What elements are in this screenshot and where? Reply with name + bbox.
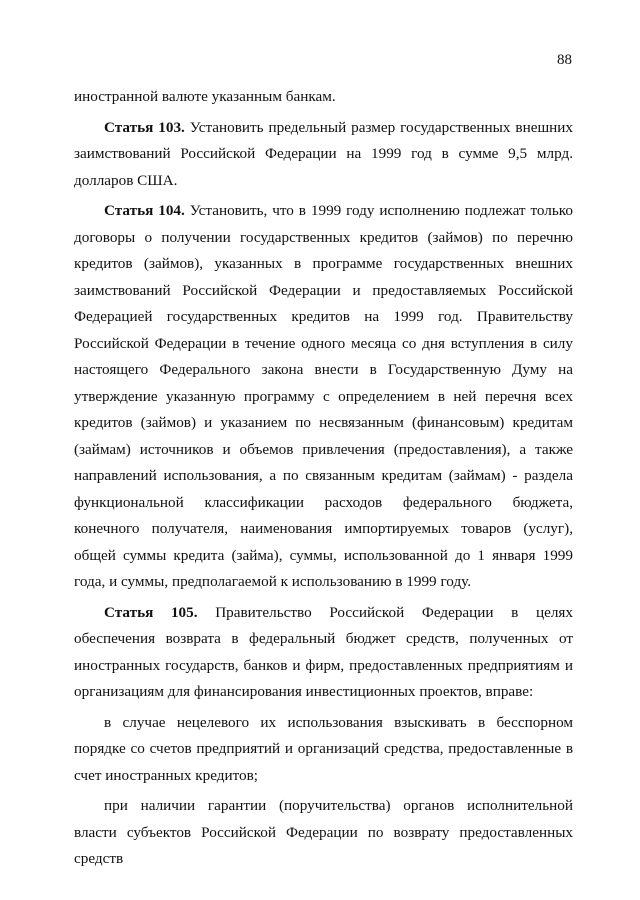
article-104-text: Установить, что в 1999 году исполнению подлежат только договоры о получении государственных кредитов (займов) по перечню кредитов (займов), указанных в программе государственных внешних заимствований Российской Федерации и предоставляемых Российской Федерацией государственных кредитов на 1999 год. Правительству Российской Федерации в течение одного месяца со дня вступления в силу настоящего Федерального закона внести в Государственную Думу на утверждение указанную программу с определением в ней перечня всех кредитов (займов) и указанием по несвязанным (финансовым) кредитам (займам) источников и объемов привлечения (предоставления), а также направлений использования, а по связанным кредитам (займам) - раздела функциональной классификации расходов федерального бюджета, конечного получателя, наименования импортируемых товаров (услуг), общей суммы кредита (займа), суммы, использованной до 1 января 1999 года, и суммы, предполагаемой к использованию в 1999 году.	[74, 202, 573, 590]
article-104	[74, 198, 573, 596]
article-103-label: Статья 103.	[104, 118, 185, 136]
article-104-label: Статья 104.	[104, 202, 185, 219]
article-105-item-1: в случае нецелевого их использования взыскивать в бесспорном порядке со счетов предприятий и организаций средства, предоставленные в счет иностранных кредитов;	[74, 713, 573, 784]
article-105	[74, 600, 573, 706]
continuation-paragraph: иностранной валюте указанным банкам.	[74, 88, 336, 105]
page-number: 88	[557, 52, 572, 68]
article-105-label: Статья 105.	[104, 603, 198, 621]
article-103-text: Установить предельный размер государственных внешних заимствований Российской Федерации на 1999 год в сумме 9,5 млрд. долларов США.	[74, 118, 573, 189]
document-body	[74, 84, 573, 873]
article-105-text: Правительство Российской Федерации в целях обеспечения возврата в федеральный бюджет средств, полученных от иностранных государств, банков и фирм, предоставленных предприятиям и организациям для финансирования инвестиционных проектов, вправе:	[74, 603, 574, 700]
article-105-item-2: при наличии гарантии (поручительства) органов исполнительной власти субъектов Российской Федерации по возврату предоставленных средств	[74, 797, 573, 867]
article-103	[74, 115, 573, 195]
